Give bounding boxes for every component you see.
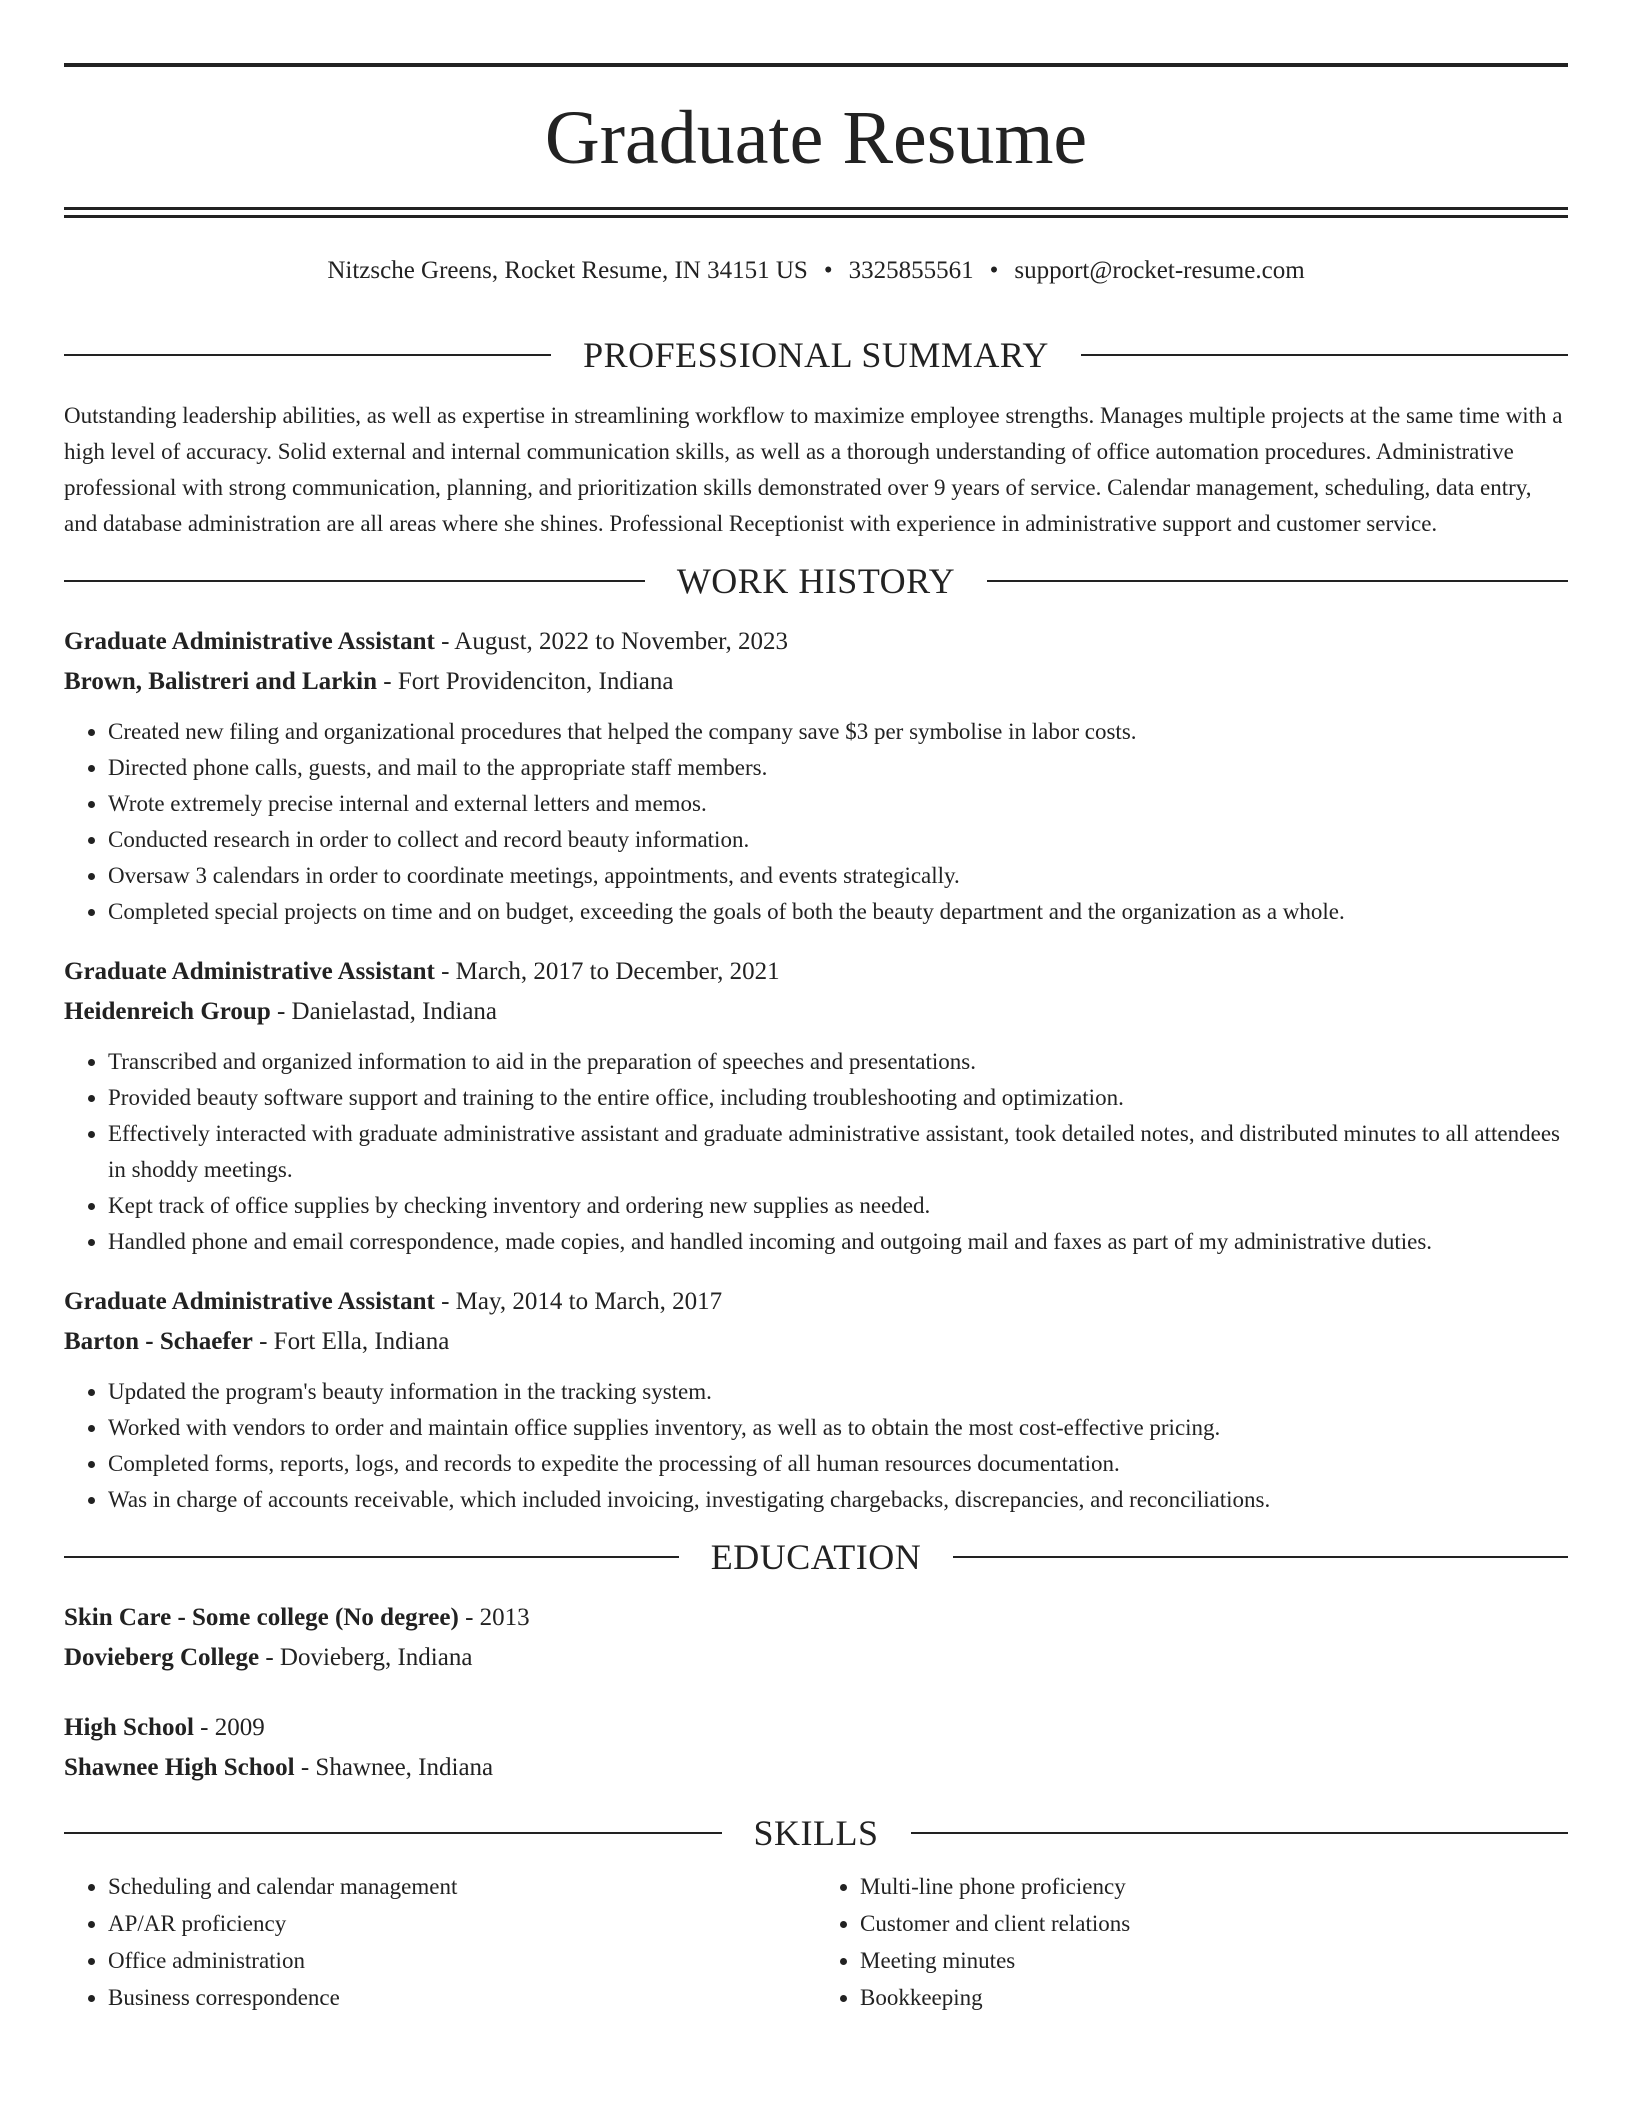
job-title-line [64,952,1568,992]
job-bullet: • Directed phone calls, guests, and mail to the appropriate staff members. [108,750,1568,786]
work-heading [64,556,1568,606]
summary-heading [64,330,1568,380]
job-bullet: • Completed forms, reports, logs, and records to expedite the processing of all human resources documentation. [108,1446,1568,1482]
job-company-line [64,662,1568,702]
heading-rule [64,354,551,356]
skill-item: • Scheduling and calendar management [108,1868,816,1905]
heading-rule [911,1832,1569,1834]
skills-heading [64,1808,1568,1858]
page-title: Graduate Resume [544,96,1088,180]
education-school-line [64,1748,1568,1788]
job-title: Graduate Administrative Assistant [64,1288,435,1315]
job-bullet: • Created new filing and organizational procedures that helped the company save $3 per symbolise in labor costs. [108,714,1568,750]
heading-rule [987,580,1568,582]
contact-email: support@rocket-resume.com [1014,257,1305,284]
top-rule [64,63,1568,67]
job-bullets [64,714,1568,930]
education-entry [64,1708,1568,1788]
job-bullet: • Transcribed and organized information to aid in the preparation of speeches and presentations. [108,1044,1568,1080]
job-company: Barton - Schaefer [64,1328,253,1355]
skills-column-right [816,1868,1568,2016]
job-bullets [64,1374,1568,1518]
summary-heading-label: PROFESSIONAL SUMMARY [583,335,1049,375]
heading-rule [1081,354,1568,356]
education-heading [64,1532,1568,1582]
skill-item: • Business correspondence [108,1979,816,2016]
education-location: - Dovieberg, Indiana [259,1644,473,1671]
job-location: - Fort Ella, Indiana [252,1328,450,1355]
work-heading-label: WORK HISTORY [676,561,956,601]
job-company-line [64,1322,1568,1362]
education-school-line [64,1638,1568,1678]
skill-item: • Multi-line phone proficiency [860,1868,1568,1905]
heading-rule [64,1556,679,1558]
job-entry [64,1282,1568,1518]
education-year: - 2009 [193,1714,265,1741]
job-bullet: • Wrote extremely precise internal and external letters and memos. [108,786,1568,822]
job-bullet: • Provided beauty software support and training to the entire office, including troubleshooting and optimization. [108,1080,1568,1116]
job-location: - Danielastad, Indiana [270,998,498,1025]
contact-phone: 3325855561 [848,257,974,284]
job-title-line [64,1282,1568,1322]
education-location: - Shawnee, Indiana [294,1754,494,1781]
job-company: Brown, Balistreri and Larkin [64,668,378,695]
skills-heading-label: SKILLS [753,1813,879,1853]
skills-grid [64,1868,1568,2016]
job-entry [64,952,1568,1260]
job-location: - Fort Providenciton, Indiana [377,668,674,695]
education-degree: High School [64,1714,194,1741]
contact-address: Nitzsche Greens, Rocket Resume, IN 34151 US [327,257,808,284]
title-rule-upper [64,207,1568,210]
contact-separator: • [823,257,833,284]
job-bullet: • Completed special projects on time and on budget, exceeding the goals of both the beauty department and the organization as a whole. [108,894,1568,930]
education-degree: Skin Care - Some college (No degree) [64,1604,459,1631]
title-rule-lower [64,215,1568,218]
education-year: - 2013 [458,1604,530,1631]
job-bullets [64,1044,1568,1260]
skill-item: • Office administration [108,1942,816,1979]
skills-column-left [64,1868,816,2016]
skill-item: • Meeting minutes [860,1942,1568,1979]
education-school: Shawnee High School [64,1754,295,1781]
skill-item: • Bookkeeping [860,1979,1568,2016]
education-degree-line [64,1708,1568,1748]
education-degree-line [64,1598,1568,1638]
job-title: Graduate Administrative Assistant [64,628,435,655]
job-bullet: • Effectively interacted with graduate administrative assistant and graduate administrative assistant, took detailed notes, and distributed minutes to all attendees in shoddy meetings. [108,1116,1568,1188]
job-entry [64,622,1568,930]
skill-item: • Customer and client relations [860,1905,1568,1942]
job-bullet: • Kept track of office supplies by checking inventory and ordering new supplies as needed. [108,1188,1568,1224]
job-bullet: • Worked with vendors to order and maintain office supplies inventory, as well as to obtain the most cost-effective pricing. [108,1410,1568,1446]
education-entry [64,1598,1568,1678]
job-bullet: • Oversaw 3 calendars in order to coordinate meetings, appointments, and events strategically. [108,858,1568,894]
job-bullet: • Conducted research in order to collect and record beauty information. [108,822,1568,858]
job-title: Graduate Administrative Assistant [64,958,435,985]
contact-separator: • [989,257,999,284]
contact-line [64,254,1568,288]
job-company: Heidenreich Group [64,998,271,1025]
job-title-line [64,622,1568,662]
heading-rule [64,1832,722,1834]
heading-rule [64,580,645,582]
job-bullet: • Updated the program's beauty information in the tracking system. [108,1374,1568,1410]
job-bullet: • Handled phone and email correspondence, made copies, and handled incoming and outgoing mail and faxes as part of my administrative duties. [108,1224,1568,1260]
job-company-line [64,992,1568,1032]
job-bullet: • Was in charge of accounts receivable, which included invoicing, investigating chargebacks, discrepancies, and reconciliations. [108,1482,1568,1518]
job-dates: - August, 2022 to November, 2023 [434,628,788,655]
resume-content [64,330,1568,2016]
summary-text: Outstanding leadership abilities, as well as expertise in streamlining workflow to maximize employee strengths. Manages multiple projects at the same time with a high level of accuracy. Solid external and internal communication skills, as well as a thorough understanding of office automation procedures. Administrative professional with strong communication, planning, and prioritization skills demonstrated over 9 years of service. Calendar management, scheduling, data entry, and database administration are all areas where she shines. Professional Receptionist with experience in administrative support and customer service. [64,403,1563,536]
education-heading-label: EDUCATION [710,1537,922,1577]
education-school: Dovieberg College [64,1644,260,1671]
skill-item: • AP/AR proficiency [108,1905,816,1942]
job-dates: - May, 2014 to March, 2017 [434,1288,723,1315]
job-dates: - March, 2017 to December, 2021 [434,958,780,985]
heading-rule [953,1556,1568,1558]
